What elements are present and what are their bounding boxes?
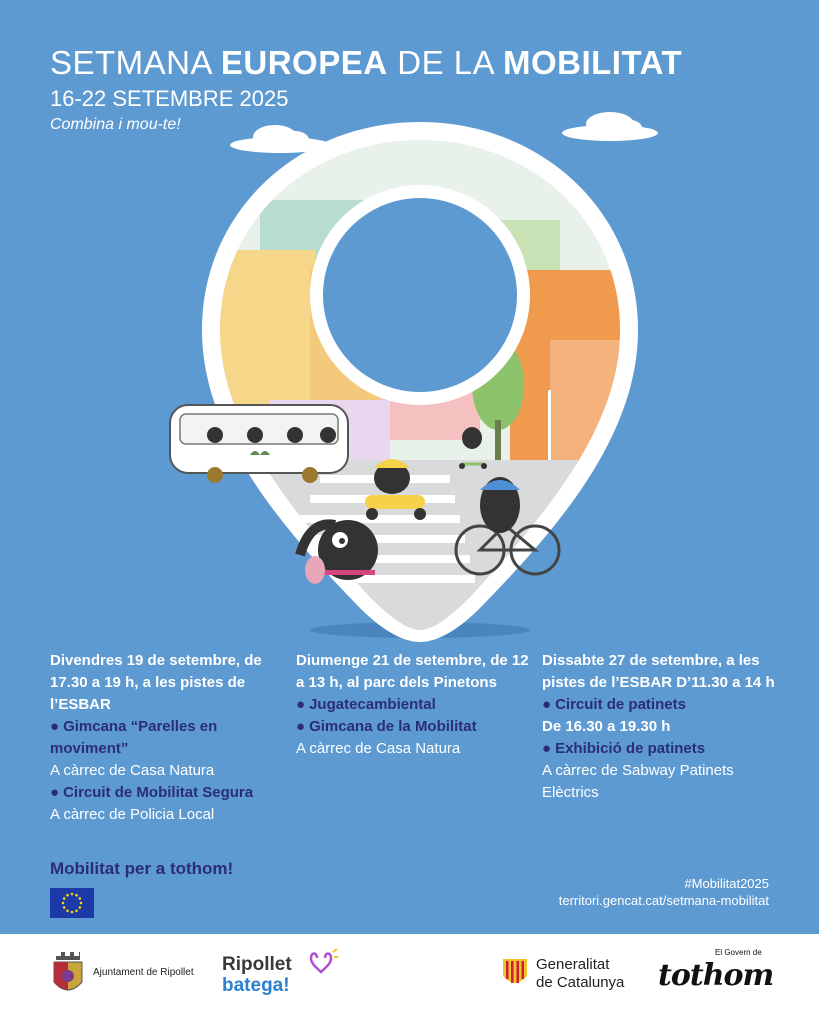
poster-title	[50, 44, 682, 82]
activity-title: ● Circuit de patinets	[542, 696, 686, 713]
footer-logos	[0, 934, 819, 1024]
event-dates: 16-22 SETEMBRE 2025	[50, 86, 289, 111]
eu-flag-icon	[50, 888, 94, 918]
event-heading: Diumenge 21 de setembre, de 12 a 13 h, al parc dels Pinetons	[296, 652, 529, 691]
title-part-3: DE LA	[387, 44, 503, 81]
slogan: Mobilitat per a tothom!	[50, 859, 234, 878]
bullet-icon: ●	[542, 740, 552, 757]
event-column-friday	[50, 650, 290, 826]
title-part-1: SETMANA	[50, 44, 221, 81]
bullet-icon: ●	[296, 696, 306, 713]
map-pin-illustration	[150, 100, 690, 645]
title-part-2: EUROPEA	[220, 44, 388, 81]
event-heading: Divendres 19 de setembre, de 17.30 a 19 h, a les pistes de l’ESBAR	[50, 652, 262, 713]
title-part-4: MOBILITAT	[502, 44, 683, 81]
bus-icon	[170, 405, 348, 483]
bullet-icon: ●	[296, 718, 306, 735]
ajuntament-label: Ajuntament de Ripollet	[93, 967, 194, 978]
website-link[interactable]: territori.gencat.cat/setmana-mobilitat	[558, 893, 769, 908]
event-column-saturday	[542, 650, 782, 804]
event-heading: Dissabte 27 de setembre, a les pistes de l’ESBAR D’11.30 a 14 h	[542, 652, 775, 691]
activity-title: ● Gimcana de la Mobilitat	[296, 718, 477, 735]
bullet-icon: ●	[542, 696, 552, 713]
activity-title: ● Gimcana “Parelles en moviment”	[50, 718, 218, 757]
activity-title: ● Jugatecambiental	[296, 696, 436, 713]
tothom-logo: tothom	[658, 958, 774, 993]
activity-title: ● Circuit de Mobilitat Segura	[50, 784, 254, 801]
generalitat-logo-icon	[502, 958, 528, 988]
bullet-icon: ●	[50, 718, 60, 735]
ripollet-coat-of-arms-icon	[50, 950, 86, 998]
generalitat-label-line2: de Catalunya	[536, 974, 625, 991]
activity-organizer: A càrrec de Sabway Patinets Elèctrics	[542, 762, 734, 801]
activity-organizer: A càrrec de Casa Natura	[296, 740, 461, 757]
event-column-sunday	[296, 650, 536, 760]
activity-organizer: A càrrec de Policia Local	[50, 806, 215, 823]
activity-title: ● Exhibició de patinets	[542, 740, 706, 757]
cloud-right-icon	[562, 112, 658, 141]
generalitat-label-line1: Generalitat	[536, 956, 610, 973]
tagline: Combina i mou-te!	[50, 116, 181, 133]
activity-time: De 16.30 a 19.30 h	[542, 718, 671, 735]
heart-icon	[307, 948, 339, 976]
bullet-icon: ●	[50, 784, 60, 801]
hashtag: #Mobilitat2025	[684, 876, 769, 891]
govern-label: El Govern de	[715, 948, 762, 957]
ripollet-batega-logo-line2: batega!	[222, 975, 290, 996]
activity-organizer: A càrrec de Casa Natura	[50, 762, 215, 779]
ripollet-batega-logo-line1: Ripollet	[222, 954, 292, 975]
